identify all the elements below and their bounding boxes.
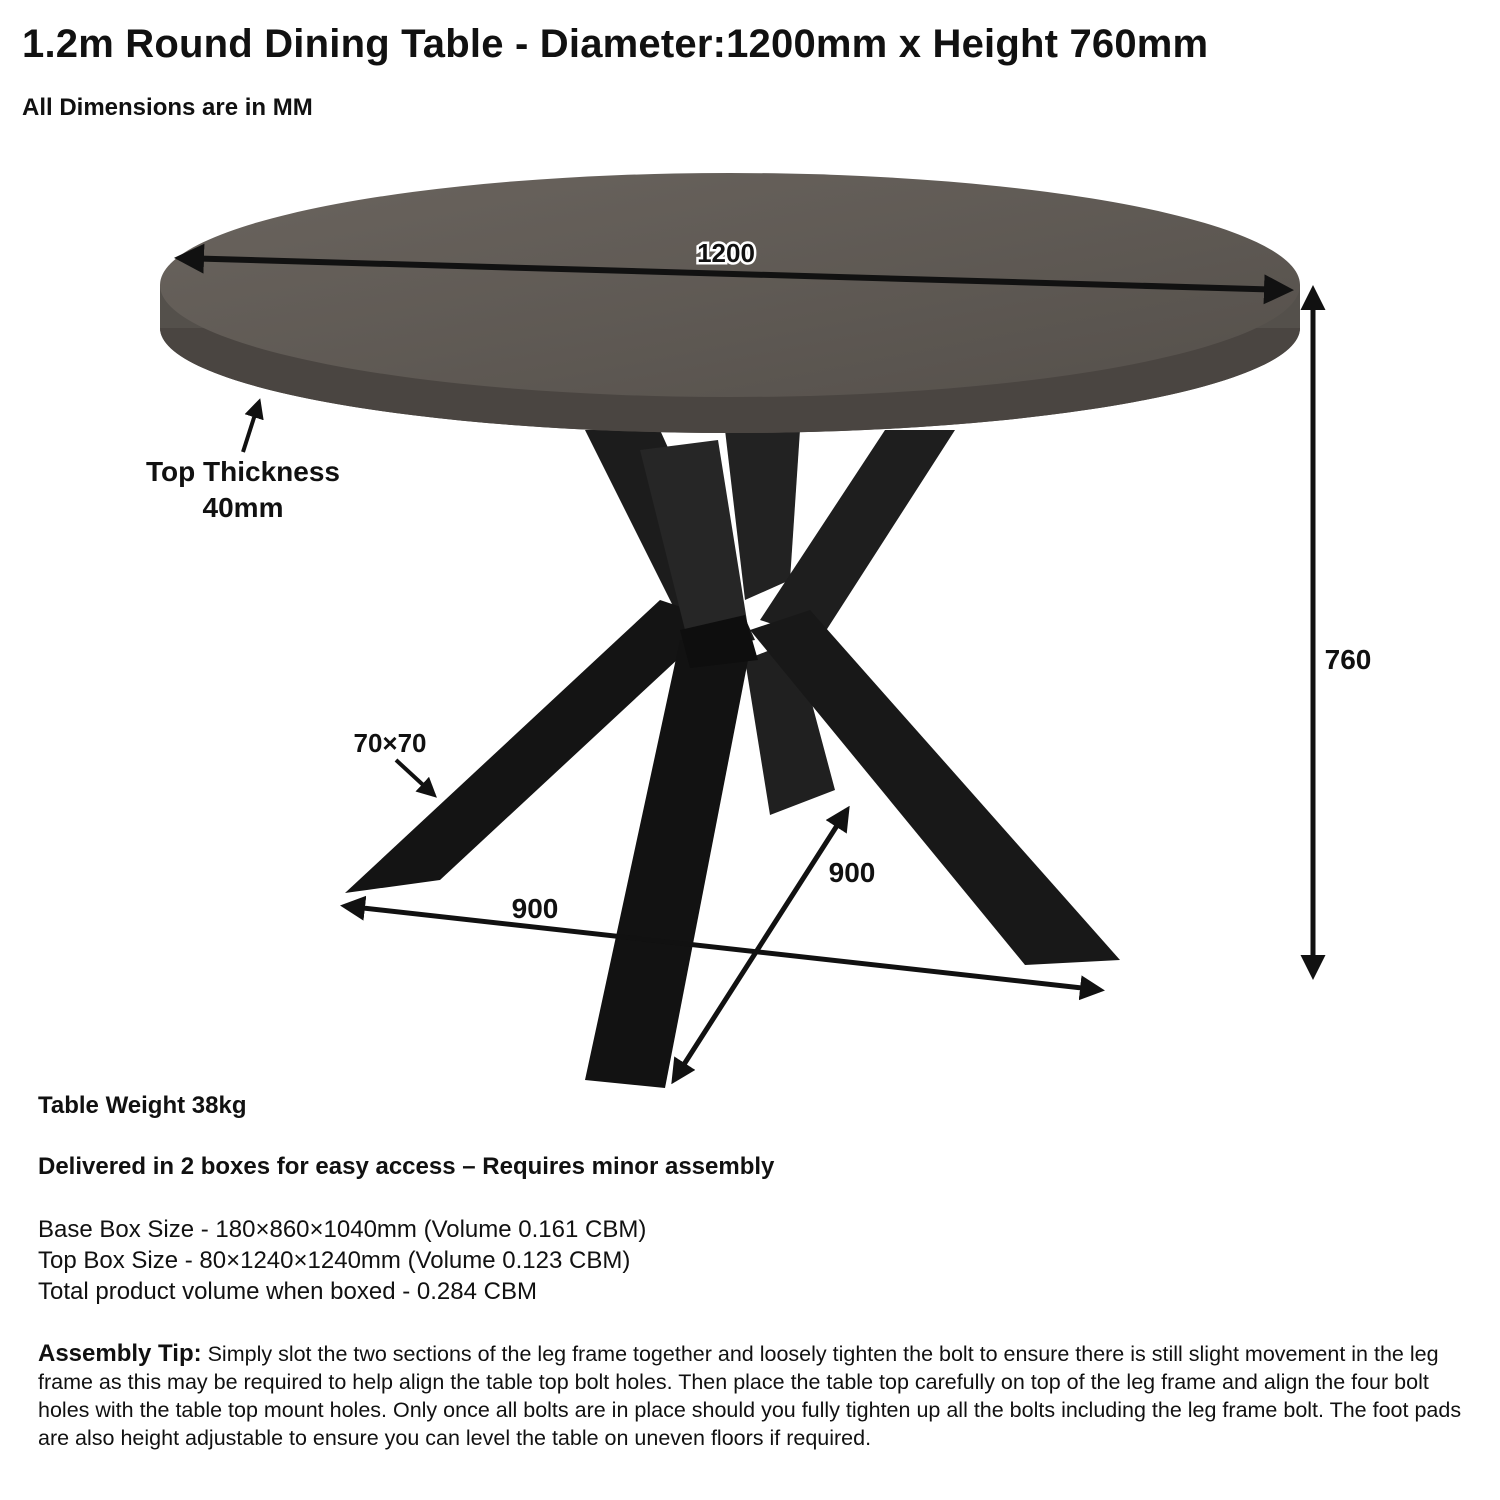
top-box-size: Top Box Size - 80×1240×1240mm (Volume 0.123 CBM)	[38, 1247, 631, 1274]
delivery-note: Delivered in 2 boxes for easy access – Requires minor assembly	[38, 1153, 775, 1180]
box-sizes	[38, 1214, 646, 1307]
diameter-label: 1200	[697, 238, 755, 268]
base-depth-label: 900	[828, 857, 876, 888]
assembly-tip-text: Simply slot the two sections of the leg frame together and loosely tighten the bolt to ensure there is still slight movement in the leg frame as this may be required to help align the table top bolt holes. Then place the table top carefully on top of the leg frame and align the four bolt holes with the table top mount holes. Only once all bolts are in place should you fully tighten up all the bolts including the leg frame bolt. The foot pads are also height adjustable to ensure you can level the table on uneven floors if required.	[38, 1342, 1462, 1450]
leg-section-pointer-arrow	[396, 760, 434, 795]
height-label: 760	[1324, 644, 1372, 675]
base-box-size: Base Box Size - 180×860×1040mm (Volume 0.161 CBM)	[38, 1216, 647, 1243]
top-thickness-label-line2: 40mm	[202, 492, 284, 523]
assembly-tip	[38, 1340, 1468, 1452]
base-width-arrow	[345, 906, 1100, 990]
base-width-label: 900	[511, 893, 559, 924]
assembly-tip-label: Assembly Tip:	[38, 1340, 202, 1367]
table-weight: Table Weight 38kg	[38, 1092, 247, 1119]
thickness-pointer-arrow	[243, 402, 259, 452]
page-title: 1.2m Round Dining Table - Diameter:1200mm x Height 760mm	[22, 22, 1209, 66]
tabletop	[160, 173, 1300, 433]
total-boxed-volume: Total product volume when boxed - 0.284 CBM	[38, 1278, 537, 1305]
leg-section-label: 70×70	[353, 728, 427, 758]
top-thickness-label-line1: Top Thickness	[146, 456, 340, 487]
dimensions-unit-note: All Dimensions are in MM	[22, 94, 313, 121]
